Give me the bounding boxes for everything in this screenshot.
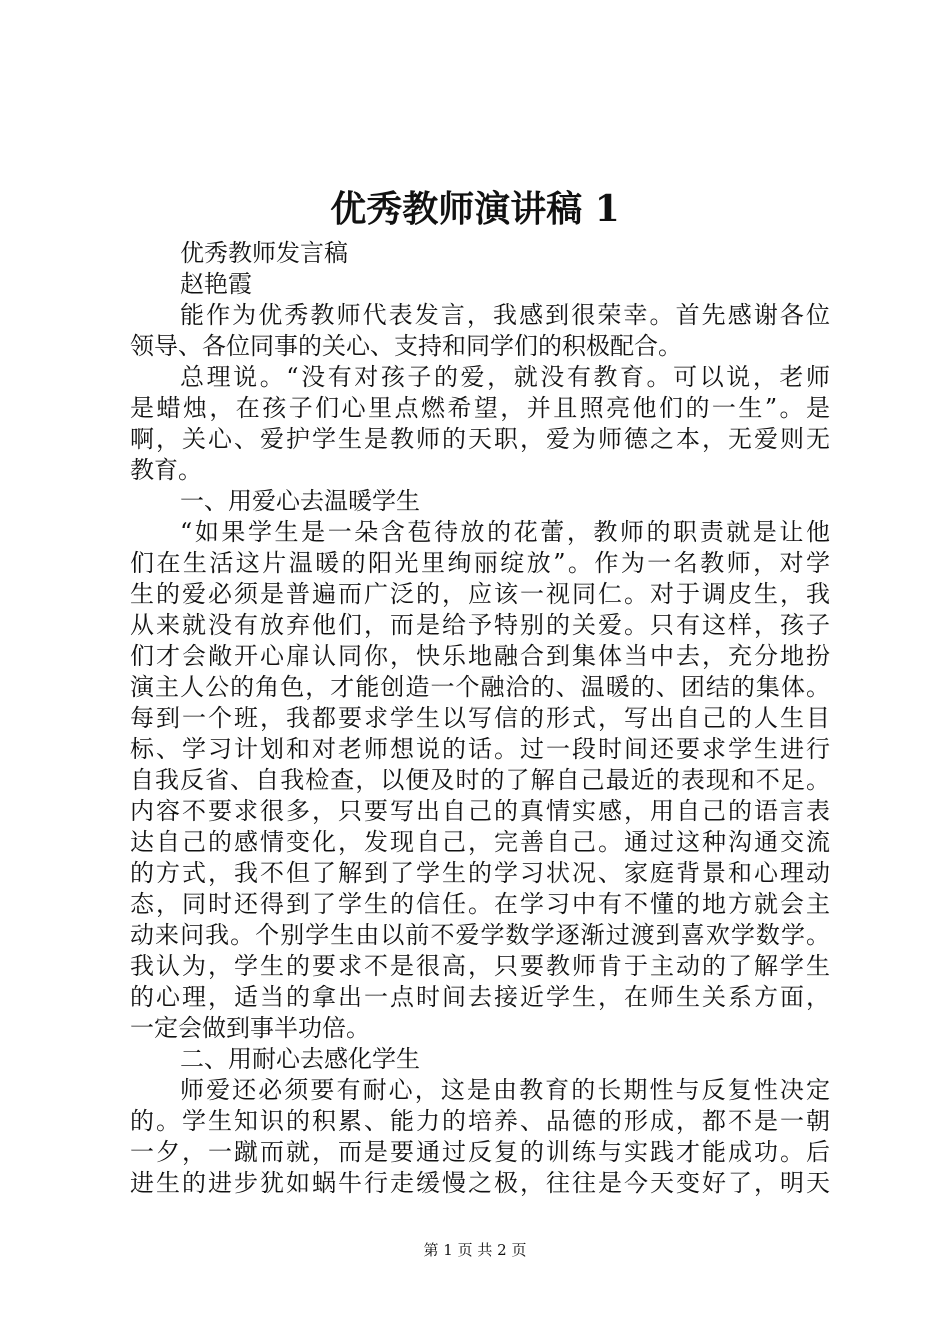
document-title: 优秀教师演讲稿 1 — [330, 188, 620, 230]
text-line: 自我反省、自我检查，以便及时的了解自己最近的表现和不足。 — [130, 766, 830, 794]
text-line: 我认为，学生的要求不是很高，只要教师肯于主动的了解学生 — [130, 952, 830, 980]
text-line: 达自己的感情变化，发现自己，完善自己。通过这种沟通交流 — [130, 828, 830, 856]
text-line: 领导、各位同事的关心、支持和同学们的积极配合。 — [130, 332, 682, 360]
text-line: 一、用爱心去温暖学生 — [180, 487, 420, 515]
text-line: 进生的进步犹如蜗牛行走缓慢之极，往往是今天变好了，明天 — [130, 1169, 830, 1197]
text-line: 演主人公的角色，才能创造一个融洽的、温暖的、团结的集体。 — [130, 673, 830, 701]
text-line: 二、用耐心去感化学生 — [180, 1045, 420, 1073]
text-line: 是蜡烛，在孩子们心里点燃希望，并且照亮他们的一生”。是 — [130, 394, 830, 422]
text-line: 态，同时还得到了学生的信任。在学习中有不懂的地方就会主 — [130, 890, 830, 918]
text-line: 每到一个班，我都要求学生以写信的形式，写出自己的人生目 — [130, 704, 830, 732]
text-line: 总理说。“没有对孩子的爱，就没有教育。可以说，老师 — [180, 363, 830, 391]
text-line: 从来就没有放弃他们，而是给予特别的关爱。只有这样，孩子 — [130, 611, 830, 639]
text-line: 标、学习计划和对老师想说的话。过一段时间还要求学生进行 — [130, 735, 830, 763]
text-line: 优秀教师发言稿 — [180, 239, 348, 267]
text-line: 内容不要求很多，只要写出自己的真情实感，用自己的语言表 — [130, 797, 830, 825]
page-footer: 第 1 页 共 2 页 — [423, 1241, 527, 1259]
text-line: 能作为优秀教师代表发言，我感到很荣幸。首先感谢各位 — [180, 301, 830, 329]
text-line: 动来问我。个别学生由以前不爱学数学逐渐过渡到喜欢学数学。 — [130, 921, 830, 949]
text-line: 的方式，我不但了解到了学生的学习状况、家庭背景和心理动 — [130, 859, 830, 887]
text-line: 一夕，一蹴而就，而是要通过反复的训练与实践才能成功。后 — [130, 1138, 830, 1166]
text-line: 教育。 — [130, 456, 202, 484]
text-line: 的心理，适当的拿出一点时间去接近学生，在师生关系方面， — [130, 983, 830, 1011]
text-line: “如果学生是一朵含苞待放的花蕾，教师的职责就是让他 — [180, 518, 830, 546]
text-line: 赵艳霞 — [180, 270, 252, 298]
text-line: 生的爱必须是普遍而广泛的，应该一视同仁。对于调皮生，我 — [130, 580, 830, 608]
text-line: 们在生活这片温暖的阳光里绚丽绽放”。作为一名教师，对学 — [130, 549, 830, 577]
text-line: 啊，关心、爱护学生是教师的天职，爱为师德之本，无爱则无 — [130, 425, 830, 453]
text-line: 师爱还必须要有耐心，这是由教育的长期性与反复性决定 — [180, 1076, 830, 1104]
text-line: 一定会做到事半功倍。 — [130, 1014, 370, 1042]
document-body — [130, 238, 830, 1199]
text-line: 们才会敞开心扉认同你，快乐地融合到集体当中去，充分地扮 — [130, 642, 830, 670]
text-line: 的。学生知识的积累、能力的培养、品德的形成，都不是一朝 — [130, 1107, 830, 1135]
